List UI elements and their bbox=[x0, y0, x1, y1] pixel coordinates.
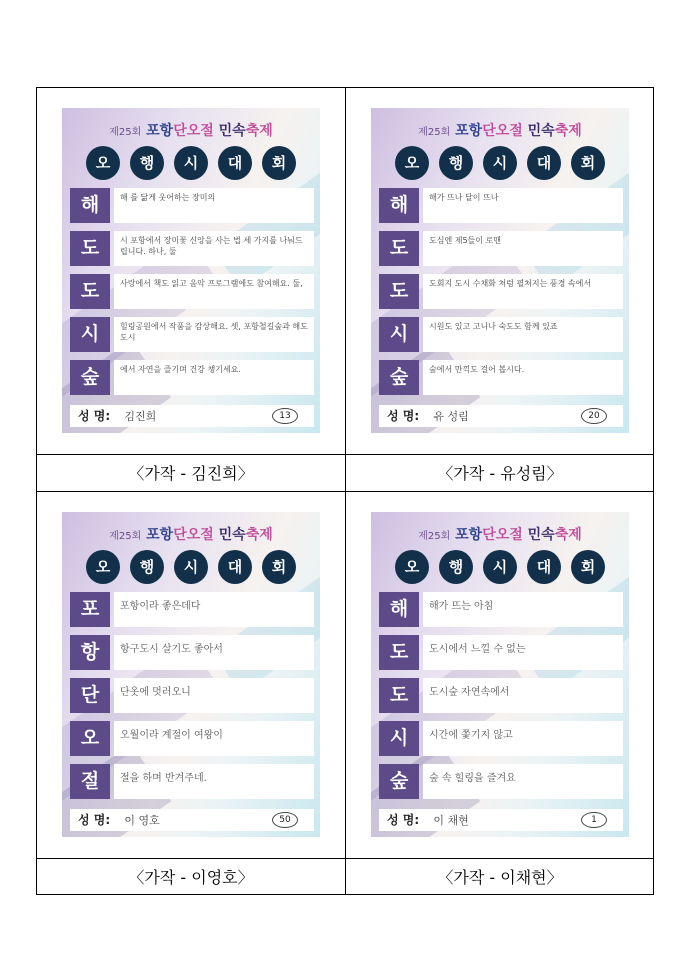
acrostic-row bbox=[379, 317, 623, 352]
acrostic-row bbox=[70, 317, 314, 352]
acrostic-row bbox=[379, 231, 623, 266]
acrostic-char: 해 bbox=[379, 188, 419, 223]
acrostic-line: 단옷에 멋러오니 bbox=[114, 678, 314, 713]
acrostic-row bbox=[70, 274, 314, 309]
event-char: 오 bbox=[395, 550, 429, 584]
acrostic-row bbox=[70, 764, 314, 799]
acrostic-char: 도 bbox=[379, 678, 419, 713]
acrostic-line: 숲에서 만끽도 걸어 봅시다. bbox=[423, 360, 623, 395]
acrostic-char: 해 bbox=[379, 592, 419, 627]
event-char: 시 bbox=[483, 146, 517, 180]
acrostic-row bbox=[70, 188, 314, 223]
entry-cell bbox=[37, 88, 345, 491]
event-char: 대 bbox=[527, 146, 561, 180]
entry-number: 20 bbox=[581, 408, 607, 424]
award-caption: 〈가작 - 김진희〉 bbox=[128, 464, 254, 483]
acrostic-char: 도 bbox=[379, 635, 419, 670]
acrostic-char: 절 bbox=[70, 764, 110, 799]
event-char: 시 bbox=[174, 146, 208, 180]
entry-number: 13 bbox=[272, 408, 298, 424]
acrostic-char: 시 bbox=[379, 317, 419, 352]
acrostic-row bbox=[379, 721, 623, 756]
entry-cell bbox=[346, 492, 654, 895]
acrostic-row bbox=[379, 360, 623, 395]
acrostic-line: 해 를 닮게 웃어하는 장미의 bbox=[114, 188, 314, 223]
event-char: 오 bbox=[86, 146, 120, 180]
acrostic-char: 숲 bbox=[379, 360, 419, 395]
event-title-circles bbox=[395, 550, 605, 584]
acrostic-line: 도시에서 느낄 수 없는 bbox=[423, 635, 623, 670]
acrostic-rows bbox=[70, 188, 314, 403]
author-name: 유 성림 bbox=[433, 410, 469, 423]
acrostic-row bbox=[70, 231, 314, 266]
event-char: 대 bbox=[218, 550, 252, 584]
event-title-circles bbox=[86, 550, 296, 584]
event-char: 회 bbox=[262, 146, 296, 180]
acrostic-char: 시 bbox=[379, 721, 419, 756]
acrostic-line: 사랑에서 책도 읽고 음악 프로그램에도 참여해요. 둘, bbox=[114, 274, 314, 309]
acrostic-char: 도 bbox=[379, 274, 419, 309]
event-char: 시 bbox=[483, 550, 517, 584]
acrostic-char: 숲 bbox=[379, 764, 419, 799]
acrostic-row bbox=[70, 360, 314, 395]
acrostic-line: 숲 속 힐링을 즐겨요 bbox=[423, 764, 623, 799]
entry-number: 50 bbox=[272, 812, 298, 828]
award-caption: 〈가작 - 유성림〉 bbox=[437, 464, 563, 483]
acrostic-row bbox=[379, 635, 623, 670]
event-char: 오 bbox=[86, 550, 120, 584]
event-char: 행 bbox=[130, 550, 164, 584]
acrostic-char: 도 bbox=[70, 231, 110, 266]
event-char: 회 bbox=[571, 146, 605, 180]
festival-title: 제25회 포항단오절 민속축제 bbox=[109, 123, 273, 139]
event-title-circles bbox=[395, 146, 605, 180]
event-char: 회 bbox=[262, 550, 296, 584]
acrostic-line: 절을 하며 반겨주네. bbox=[114, 764, 314, 799]
event-char: 오 bbox=[395, 146, 429, 180]
acrostic-rows bbox=[70, 592, 314, 807]
name-label: 성 명: bbox=[78, 409, 111, 423]
acrostic-line: 오월이라 계절이 여왕이 bbox=[114, 721, 314, 756]
name-label: 성 명: bbox=[78, 813, 111, 827]
signature-line bbox=[70, 809, 314, 831]
festival-title: 제25회 포항단오절 민속축제 bbox=[418, 123, 582, 139]
acrostic-line: 도시숲 자연속에서 bbox=[423, 678, 623, 713]
entry-card bbox=[62, 108, 320, 433]
acrostic-row bbox=[70, 721, 314, 756]
acrostic-rows bbox=[379, 592, 623, 807]
signature-line bbox=[379, 809, 623, 831]
acrostic-line: 시원도 있고 고니나 숙도도 함께 있죠 bbox=[423, 317, 623, 352]
acrostic-char: 포 bbox=[70, 592, 110, 627]
entry-number: 1 bbox=[581, 812, 607, 828]
acrostic-char: 단 bbox=[70, 678, 110, 713]
award-caption: 〈가작 - 이영호〉 bbox=[128, 868, 254, 887]
acrostic-rows bbox=[379, 188, 623, 403]
acrostic-line: 해가 뜨는 아침 bbox=[423, 592, 623, 627]
festival-title: 제25회 포항단오절 민속축제 bbox=[109, 527, 273, 543]
event-title-circles bbox=[86, 146, 296, 180]
author-name: 이 채현 bbox=[433, 814, 469, 827]
author-name: 김진희 bbox=[124, 410, 157, 423]
award-caption: 〈가작 - 이채현〉 bbox=[437, 868, 563, 887]
acrostic-line: 에서 자연을 즐기며 건강 챙기세요. bbox=[114, 360, 314, 395]
acrostic-char: 숲 bbox=[70, 360, 110, 395]
acrostic-row bbox=[379, 678, 623, 713]
entry-cell bbox=[37, 492, 345, 895]
entry-card bbox=[371, 512, 629, 837]
event-char: 시 bbox=[174, 550, 208, 584]
acrostic-line: 시 포항에서 장미꽃 신앙을 사는 법 세 가지를 나눠드립니다. 하나, 둘 bbox=[114, 231, 314, 266]
event-char: 행 bbox=[439, 550, 473, 584]
acrostic-row bbox=[70, 592, 314, 627]
acrostic-char: 오 bbox=[70, 721, 110, 756]
event-char: 대 bbox=[527, 550, 561, 584]
acrostic-line: 힐링공원에서 작품을 감상해요. 셋, 포항철길숲과 해도도시 bbox=[114, 317, 314, 352]
entry-card bbox=[62, 512, 320, 837]
name-label: 성 명: bbox=[387, 409, 420, 423]
event-char: 대 bbox=[218, 146, 252, 180]
festival-title: 제25회 포항단오절 민속축제 bbox=[418, 527, 582, 543]
event-char: 행 bbox=[439, 146, 473, 180]
acrostic-line: 해가 뜨나 달이 뜨나 bbox=[423, 188, 623, 223]
acrostic-char: 도 bbox=[379, 231, 419, 266]
name-label: 성 명: bbox=[387, 813, 420, 827]
acrostic-row bbox=[379, 274, 623, 309]
acrostic-row bbox=[379, 764, 623, 799]
entries-table bbox=[36, 87, 654, 895]
acrostic-char: 도 bbox=[70, 274, 110, 309]
acrostic-char: 해 bbox=[70, 188, 110, 223]
acrostic-row bbox=[70, 678, 314, 713]
entry-card bbox=[371, 108, 629, 433]
acrostic-line: 도심엔 제5들이 로맨 bbox=[423, 231, 623, 266]
signature-line bbox=[379, 405, 623, 427]
acrostic-char: 항 bbox=[70, 635, 110, 670]
event-char: 회 bbox=[571, 550, 605, 584]
author-name: 이 영호 bbox=[124, 814, 160, 827]
entry-cell bbox=[346, 88, 654, 491]
acrostic-row bbox=[379, 188, 623, 223]
acrostic-line: 포항이라 좋은데다 bbox=[114, 592, 314, 627]
acrostic-line: 도회지 도시 수채화 처럼 펼쳐지는 풍경 속에서 bbox=[423, 274, 623, 309]
acrostic-row bbox=[379, 592, 623, 627]
acrostic-line: 시간에 쫓기지 않고 bbox=[423, 721, 623, 756]
acrostic-row bbox=[70, 635, 314, 670]
acrostic-line: 항구도시 살기도 좋아서 bbox=[114, 635, 314, 670]
acrostic-char: 시 bbox=[70, 317, 110, 352]
event-char: 행 bbox=[130, 146, 164, 180]
signature-line bbox=[70, 405, 314, 427]
